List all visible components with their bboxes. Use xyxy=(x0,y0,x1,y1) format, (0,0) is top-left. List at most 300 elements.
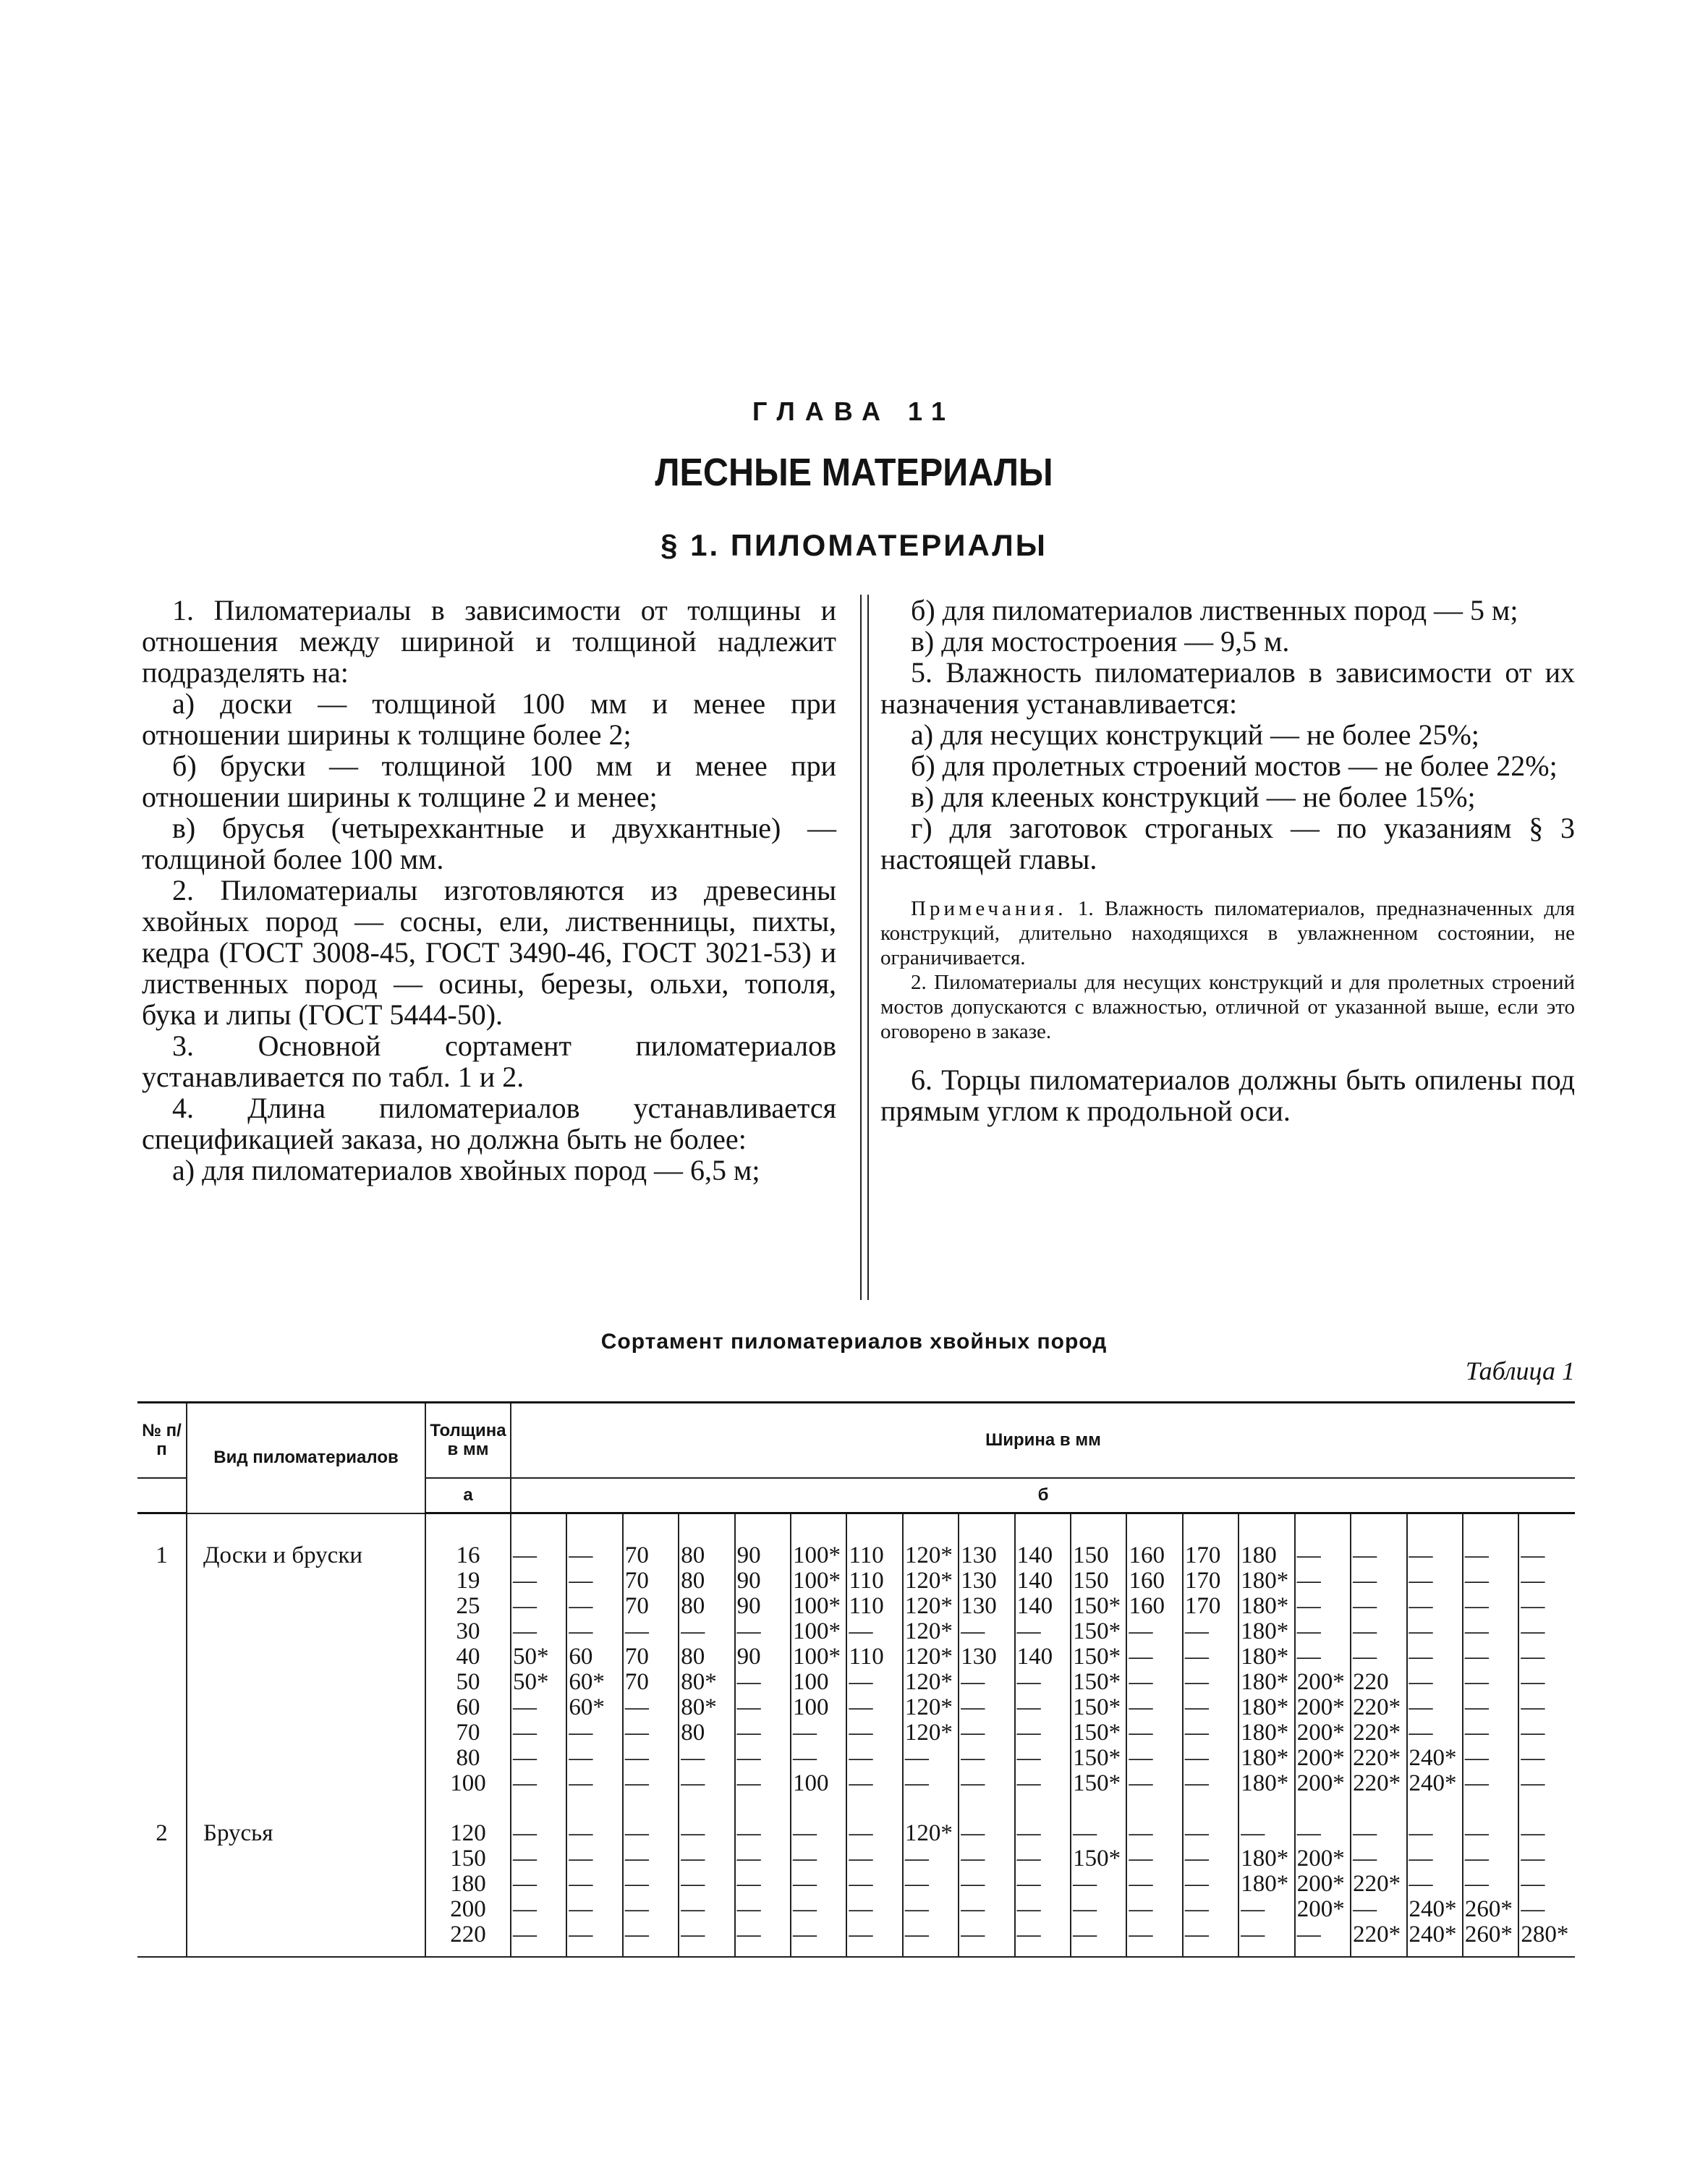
width-column xyxy=(623,1543,679,1796)
spacer-cell xyxy=(623,1796,679,1821)
width-value: — xyxy=(1016,1820,1041,1846)
width-value: — xyxy=(569,1871,593,1897)
spacer-cell xyxy=(1463,1513,1518,1544)
table-row xyxy=(137,1543,1575,1796)
width-column xyxy=(959,1821,1014,1957)
spacer-cell xyxy=(791,1796,846,1821)
width-value: 150* xyxy=(1073,1770,1121,1796)
width-value: — xyxy=(1016,1745,1041,1771)
width-value: 120* xyxy=(904,1694,953,1720)
width-value: 280* xyxy=(1521,1921,1569,1947)
thickness-value: 180 xyxy=(450,1871,486,1897)
spacer-cell xyxy=(1295,1513,1351,1544)
width-value: 180* xyxy=(1241,1644,1289,1670)
width-value: — xyxy=(1296,1820,1321,1846)
paragraph: в) брусья (четырехкантные и двухкантные) — толщиной более 100 мм. xyxy=(142,812,836,875)
width-value: — xyxy=(736,1820,761,1846)
width-value: — xyxy=(1353,1542,1377,1568)
width-value: 160 xyxy=(1129,1568,1165,1594)
width-value: — xyxy=(736,1745,761,1771)
width-value: 90 xyxy=(736,1568,761,1594)
width-value: — xyxy=(849,1845,873,1872)
width-value: — xyxy=(569,1745,593,1771)
width-column xyxy=(1015,1543,1071,1796)
width-column xyxy=(679,1821,734,1957)
width-value: — xyxy=(513,1921,537,1947)
width-value: 200* xyxy=(1296,1871,1345,1897)
width-value: — xyxy=(569,1720,593,1746)
width-value: 100* xyxy=(793,1568,841,1594)
spacer-cell xyxy=(511,1796,566,1821)
width-column xyxy=(1295,1821,1351,1957)
table-row xyxy=(137,1821,1575,1957)
width-value: — xyxy=(1521,1845,1545,1872)
spacer-cell xyxy=(1071,1513,1126,1544)
width-value: — xyxy=(1521,1542,1545,1568)
header-width-sub: б xyxy=(511,1478,1575,1513)
width-value: — xyxy=(1296,1618,1321,1644)
width-value: 200* xyxy=(1296,1896,1345,1922)
width-value: 70 xyxy=(624,1669,649,1695)
width-value: — xyxy=(1241,1820,1265,1846)
width-value: — xyxy=(681,1618,705,1644)
width-value: — xyxy=(849,1745,873,1771)
width-column xyxy=(566,1543,622,1796)
width-value: 240* xyxy=(1409,1921,1457,1947)
width-column xyxy=(1126,1543,1182,1796)
width-value: — xyxy=(1409,1820,1433,1846)
width-value: — xyxy=(569,1568,593,1594)
width-value: — xyxy=(961,1618,985,1644)
paragraph: а) для несущих конструкций — не более 25%; xyxy=(911,718,1479,751)
width-value: — xyxy=(1184,1720,1209,1746)
paragraph: 1. Пиломатериалы в зависимости от толщины и отношения между шириной и толщиной надлежит подразделять на: xyxy=(142,594,836,689)
width-value: — xyxy=(624,1745,649,1771)
spacer-cell xyxy=(846,1513,902,1544)
width-value: 180* xyxy=(1241,1593,1289,1619)
lumber-sizes-table xyxy=(137,1401,1575,1958)
width-value: — xyxy=(1129,1644,1153,1670)
width-value: 100 xyxy=(793,1770,829,1796)
width-value: 120* xyxy=(904,1669,953,1695)
notes-block xyxy=(880,896,1575,1044)
width-value: — xyxy=(961,1770,985,1796)
width-value: — xyxy=(736,1618,761,1644)
width-column xyxy=(1518,1543,1575,1796)
spacer-cell xyxy=(1518,1513,1575,1544)
width-value: 70 xyxy=(624,1593,649,1619)
width-value: — xyxy=(513,1745,537,1771)
width-value: — xyxy=(849,1618,873,1644)
width-column xyxy=(1407,1543,1463,1796)
width-value: — xyxy=(569,1618,593,1644)
width-value: 150* xyxy=(1073,1694,1121,1720)
thickness-value: 19 xyxy=(456,1568,480,1594)
width-column xyxy=(959,1543,1014,1796)
width-value: 130 xyxy=(961,1593,997,1619)
width-value: 200* xyxy=(1296,1694,1345,1720)
width-value: 90 xyxy=(736,1542,761,1568)
header-num-sub xyxy=(137,1478,187,1513)
width-value: — xyxy=(569,1820,593,1846)
width-value: — xyxy=(1016,1896,1041,1922)
width-value: — xyxy=(1353,1593,1377,1619)
thickness-value: 200 xyxy=(450,1896,486,1922)
width-value: 100 xyxy=(793,1669,829,1695)
width-value: — xyxy=(1016,1871,1041,1897)
width-value: — xyxy=(1521,1720,1545,1746)
width-value: — xyxy=(1129,1921,1153,1947)
width-value: — xyxy=(849,1694,873,1720)
spacer-cell xyxy=(1071,1796,1126,1821)
width-value: — xyxy=(793,1820,817,1846)
header-num: № п/п xyxy=(137,1403,187,1479)
width-column xyxy=(511,1543,566,1796)
spacer-cell xyxy=(679,1796,734,1821)
width-value: — xyxy=(1464,1669,1489,1695)
width-value: — xyxy=(849,1820,873,1846)
width-value: 90 xyxy=(736,1593,761,1619)
thickness-cell xyxy=(425,1821,511,1957)
width-value: 260* xyxy=(1464,1921,1513,1947)
width-value: — xyxy=(1073,1871,1097,1897)
width-value: — xyxy=(961,1669,985,1695)
spacer-cell xyxy=(187,1796,425,1821)
width-value: — xyxy=(624,1896,649,1922)
width-value: — xyxy=(793,1921,817,1947)
width-value: — xyxy=(513,1845,537,1872)
header-width: Ширина в мм xyxy=(511,1403,1575,1479)
width-value: — xyxy=(1129,1820,1153,1846)
width-value: — xyxy=(1521,1568,1545,1594)
width-value: 220* xyxy=(1353,1694,1401,1720)
width-value: — xyxy=(793,1871,817,1897)
width-value: 110 xyxy=(849,1644,884,1670)
width-value: — xyxy=(961,1896,985,1922)
width-value: 60 xyxy=(569,1644,593,1670)
paragraph: г) для заготовок строганых — по указаниям § 3 настоящей главы. xyxy=(880,812,1575,875)
thickness-value: 40 xyxy=(456,1644,480,1670)
width-value: — xyxy=(961,1720,985,1746)
width-value: 100 xyxy=(793,1694,829,1720)
spacer-cell xyxy=(566,1796,622,1821)
width-value: — xyxy=(904,1921,929,1947)
width-value: 140 xyxy=(1016,1593,1053,1619)
spacer-cell xyxy=(1407,1796,1463,1821)
width-value: — xyxy=(624,1618,649,1644)
width-value: 180 xyxy=(1241,1542,1277,1568)
width-value: — xyxy=(961,1820,985,1846)
width-value: — xyxy=(736,1921,761,1947)
width-value: 110 xyxy=(849,1542,884,1568)
width-value: 130 xyxy=(961,1568,997,1594)
width-column xyxy=(735,1543,791,1796)
width-value: — xyxy=(1353,1644,1377,1670)
width-value: 140 xyxy=(1016,1542,1053,1568)
width-value: — xyxy=(1464,1871,1489,1897)
spacer-cell xyxy=(1351,1796,1406,1821)
section-title: § 1. ПИЛОМАТЕРИАЛЫ xyxy=(660,528,1048,562)
width-value: — xyxy=(736,1896,761,1922)
width-column xyxy=(1183,1543,1238,1796)
width-value: — xyxy=(1353,1568,1377,1594)
width-value: — xyxy=(1409,1644,1433,1670)
width-value: — xyxy=(793,1896,817,1922)
width-value: — xyxy=(1129,1845,1153,1872)
width-value: 160 xyxy=(1129,1593,1165,1619)
width-value: 170 xyxy=(1184,1593,1221,1619)
width-value: — xyxy=(1016,1694,1041,1720)
width-value: — xyxy=(513,1871,537,1897)
width-value: — xyxy=(681,1745,705,1771)
width-value: 50* xyxy=(513,1644,549,1670)
width-value: 100* xyxy=(793,1593,841,1619)
width-value: — xyxy=(513,1770,537,1796)
paragraph: 3. Основной сортамент пиломатериалов устанавливается по табл. 1 и 2. xyxy=(142,1029,836,1093)
width-value: — xyxy=(849,1871,873,1897)
width-value: — xyxy=(1296,1568,1321,1594)
width-value: — xyxy=(1409,1618,1433,1644)
width-value: — xyxy=(1296,1644,1321,1670)
width-value: 150* xyxy=(1073,1618,1121,1644)
width-value: — xyxy=(513,1694,537,1720)
width-value: — xyxy=(1129,1871,1153,1897)
width-value: 220* xyxy=(1353,1745,1401,1771)
width-value: — xyxy=(736,1871,761,1897)
width-value: — xyxy=(513,1542,537,1568)
width-value: — xyxy=(1129,1669,1153,1695)
width-value: 150* xyxy=(1073,1720,1121,1746)
thickness-value: 120 xyxy=(450,1820,486,1846)
width-value: 60* xyxy=(569,1694,605,1720)
width-column xyxy=(1126,1821,1182,1957)
width-value: — xyxy=(513,1820,537,1846)
spacer-cell xyxy=(1295,1796,1351,1821)
note-item xyxy=(880,896,1575,970)
width-value: 240* xyxy=(1409,1745,1457,1771)
width-value: 240* xyxy=(1409,1770,1457,1796)
width-value: — xyxy=(1409,1593,1433,1619)
spacer-cell xyxy=(903,1796,959,1821)
width-value: — xyxy=(736,1694,761,1720)
width-value: — xyxy=(1409,1542,1433,1568)
width-column xyxy=(623,1821,679,1957)
spacer-cell xyxy=(1407,1513,1463,1544)
width-value: — xyxy=(1521,1770,1545,1796)
width-value: — xyxy=(513,1593,537,1619)
width-value: — xyxy=(1521,1593,1545,1619)
width-value: — xyxy=(1073,1896,1097,1922)
paragraph: б) для пролетных строений мостов — не более 22%; xyxy=(911,749,1558,782)
width-value: — xyxy=(1129,1618,1153,1644)
spacer-cell xyxy=(959,1513,1014,1544)
width-value: — xyxy=(736,1845,761,1872)
column-divider xyxy=(860,595,869,1300)
width-value: 120* xyxy=(904,1644,953,1670)
width-value: 220 xyxy=(1353,1669,1389,1695)
thickness-value: 100 xyxy=(450,1770,486,1796)
width-value: — xyxy=(1464,1568,1489,1594)
width-value: 240* xyxy=(1409,1896,1457,1922)
width-value: 150 xyxy=(1073,1542,1109,1568)
width-value: — xyxy=(1464,1745,1489,1771)
width-value: 50* xyxy=(513,1669,549,1695)
thickness-value: 60 xyxy=(456,1694,480,1720)
width-value: — xyxy=(1184,1770,1209,1796)
width-value: — xyxy=(849,1921,873,1947)
width-value: — xyxy=(1409,1568,1433,1594)
width-value: 180* xyxy=(1241,1618,1289,1644)
width-value: — xyxy=(1521,1644,1545,1670)
width-value: — xyxy=(1409,1669,1433,1695)
width-value: — xyxy=(1184,1644,1209,1670)
spacer-cell xyxy=(679,1513,734,1544)
notes-label: Примечания. xyxy=(911,897,1067,920)
spacer-cell xyxy=(1183,1513,1238,1544)
width-column xyxy=(1463,1543,1518,1796)
width-value: — xyxy=(569,1542,593,1568)
width-value: — xyxy=(961,1694,985,1720)
width-value: 120* xyxy=(904,1820,953,1846)
width-value: — xyxy=(961,1871,985,1897)
width-value: 160 xyxy=(1129,1542,1165,1568)
header-thickness: Толщина в мм xyxy=(425,1403,511,1479)
width-value: — xyxy=(1184,1694,1209,1720)
paragraph: б) бруски — толщиной 100 мм и менее при отношении ширины к толщине 2 и менее; xyxy=(142,749,836,813)
chapter-number: ГЛАВА 11 xyxy=(752,396,956,426)
width-value: — xyxy=(1353,1820,1377,1846)
width-value: 180* xyxy=(1241,1568,1289,1594)
width-value: 80 xyxy=(681,1720,705,1746)
width-value: — xyxy=(904,1845,929,1872)
spacer-cell xyxy=(959,1796,1014,1821)
width-value: 80* xyxy=(681,1694,717,1720)
right-column xyxy=(880,595,1575,1126)
width-column xyxy=(903,1543,959,1796)
spacer-cell xyxy=(1518,1796,1575,1821)
width-value: 170 xyxy=(1184,1542,1221,1568)
spacer-cell xyxy=(1126,1796,1182,1821)
width-value: — xyxy=(1464,1542,1489,1568)
width-column xyxy=(511,1821,566,1957)
left-column xyxy=(142,595,836,1186)
spacer-cell xyxy=(846,1796,902,1821)
thickness-cell xyxy=(425,1543,511,1796)
width-column xyxy=(1238,1543,1294,1796)
spacer-cell xyxy=(137,1513,187,1544)
note-text: 1. Влажность пиломатериалов, предназначенных для конструкций, длительно находящихся в увлажненном состоянии, не ограничивается. xyxy=(880,897,1575,969)
width-column xyxy=(1238,1821,1294,1957)
width-column xyxy=(1015,1821,1071,1957)
width-value: — xyxy=(1464,1770,1489,1796)
thickness-value: 25 xyxy=(456,1593,480,1619)
width-value: 200* xyxy=(1296,1669,1345,1695)
spacer-cell xyxy=(735,1796,791,1821)
width-column xyxy=(1351,1821,1406,1957)
chapter-title: ЛЕСНЫЕ МАТЕРИАЛЫ xyxy=(655,451,1053,494)
width-value: — xyxy=(1129,1770,1153,1796)
width-value: — xyxy=(1521,1871,1545,1897)
paragraph: в) для мостостроения — 9,5 м. xyxy=(911,625,1290,658)
width-value: 180* xyxy=(1241,1871,1289,1897)
width-value: — xyxy=(1184,1921,1209,1947)
width-value: 70 xyxy=(624,1644,649,1670)
width-value: — xyxy=(1296,1542,1321,1568)
width-value: — xyxy=(849,1896,873,1922)
thickness-value: 150 xyxy=(450,1845,486,1872)
width-value: — xyxy=(1409,1720,1433,1746)
width-value: — xyxy=(1353,1618,1377,1644)
paragraph: б) для пиломатериалов лиственных пород — 5 м; xyxy=(911,594,1518,626)
width-value: — xyxy=(961,1745,985,1771)
width-column xyxy=(566,1821,622,1957)
spacer-cell xyxy=(511,1513,566,1544)
width-value: 220* xyxy=(1353,1770,1401,1796)
spacer-cell xyxy=(1015,1513,1071,1544)
width-value: — xyxy=(1296,1593,1321,1619)
thickness-value: 80 xyxy=(456,1745,480,1771)
width-value: 180* xyxy=(1241,1845,1289,1872)
width-value: 80 xyxy=(681,1542,705,1568)
width-value: 150* xyxy=(1073,1745,1121,1771)
width-value: — xyxy=(1353,1896,1377,1922)
width-value: — xyxy=(1409,1694,1433,1720)
width-value: 100* xyxy=(793,1542,841,1568)
spacer-cell xyxy=(566,1513,622,1544)
width-value: — xyxy=(1073,1921,1097,1947)
width-value: — xyxy=(793,1745,817,1771)
spacer-cell xyxy=(735,1513,791,1544)
lumber-kind: Брусья xyxy=(187,1821,425,1957)
width-value: — xyxy=(904,1896,929,1922)
header-thickness-sub: а xyxy=(425,1478,511,1513)
width-value: — xyxy=(513,1568,537,1594)
width-column xyxy=(735,1821,791,1957)
width-value: — xyxy=(1409,1871,1433,1897)
width-value: — xyxy=(904,1745,929,1771)
width-value: 120* xyxy=(904,1568,953,1594)
width-value: — xyxy=(1409,1845,1433,1872)
width-value: 180* xyxy=(1241,1745,1289,1771)
spacer-cell xyxy=(1463,1796,1518,1821)
width-column xyxy=(846,1543,902,1796)
width-column xyxy=(1463,1821,1518,1957)
width-value: — xyxy=(624,1921,649,1947)
thickness-value: 30 xyxy=(456,1618,480,1644)
width-value: 150* xyxy=(1073,1845,1121,1872)
lumber-kind: Доски и бруски xyxy=(187,1543,425,1796)
row-number: 2 xyxy=(137,1821,187,1957)
width-value: — xyxy=(681,1871,705,1897)
width-value: — xyxy=(1129,1694,1153,1720)
width-value: — xyxy=(1073,1820,1097,1846)
width-value: — xyxy=(1241,1921,1265,1947)
width-value: — xyxy=(1241,1896,1265,1922)
width-value: 80 xyxy=(681,1593,705,1619)
paragraph: 5. Влажность пиломатериалов в зависимости от их назначения устанавливается: xyxy=(880,656,1575,720)
width-value: 100* xyxy=(793,1644,841,1670)
width-value: 130 xyxy=(961,1644,997,1670)
paragraph: 2. Пиломатериалы изготовляются из древесины хвойных пород — сосны, ели, лиственницы, пихты, кедра (ГОСТ 3008-45, ГОСТ 3490-46, ГОСТ 3021-53) и лиственных пород — осины, березы, ольхи, тополя, бука и липы (ГОСТ 5444-50). xyxy=(142,874,836,1031)
width-value: — xyxy=(1184,1745,1209,1771)
width-value: 140 xyxy=(1016,1644,1053,1670)
spacer-cell xyxy=(1015,1796,1071,1821)
spacer-cell xyxy=(137,1796,187,1821)
width-value: — xyxy=(569,1593,593,1619)
width-value: — xyxy=(624,1845,649,1872)
width-value: — xyxy=(624,1871,649,1897)
width-value: 80 xyxy=(681,1644,705,1670)
